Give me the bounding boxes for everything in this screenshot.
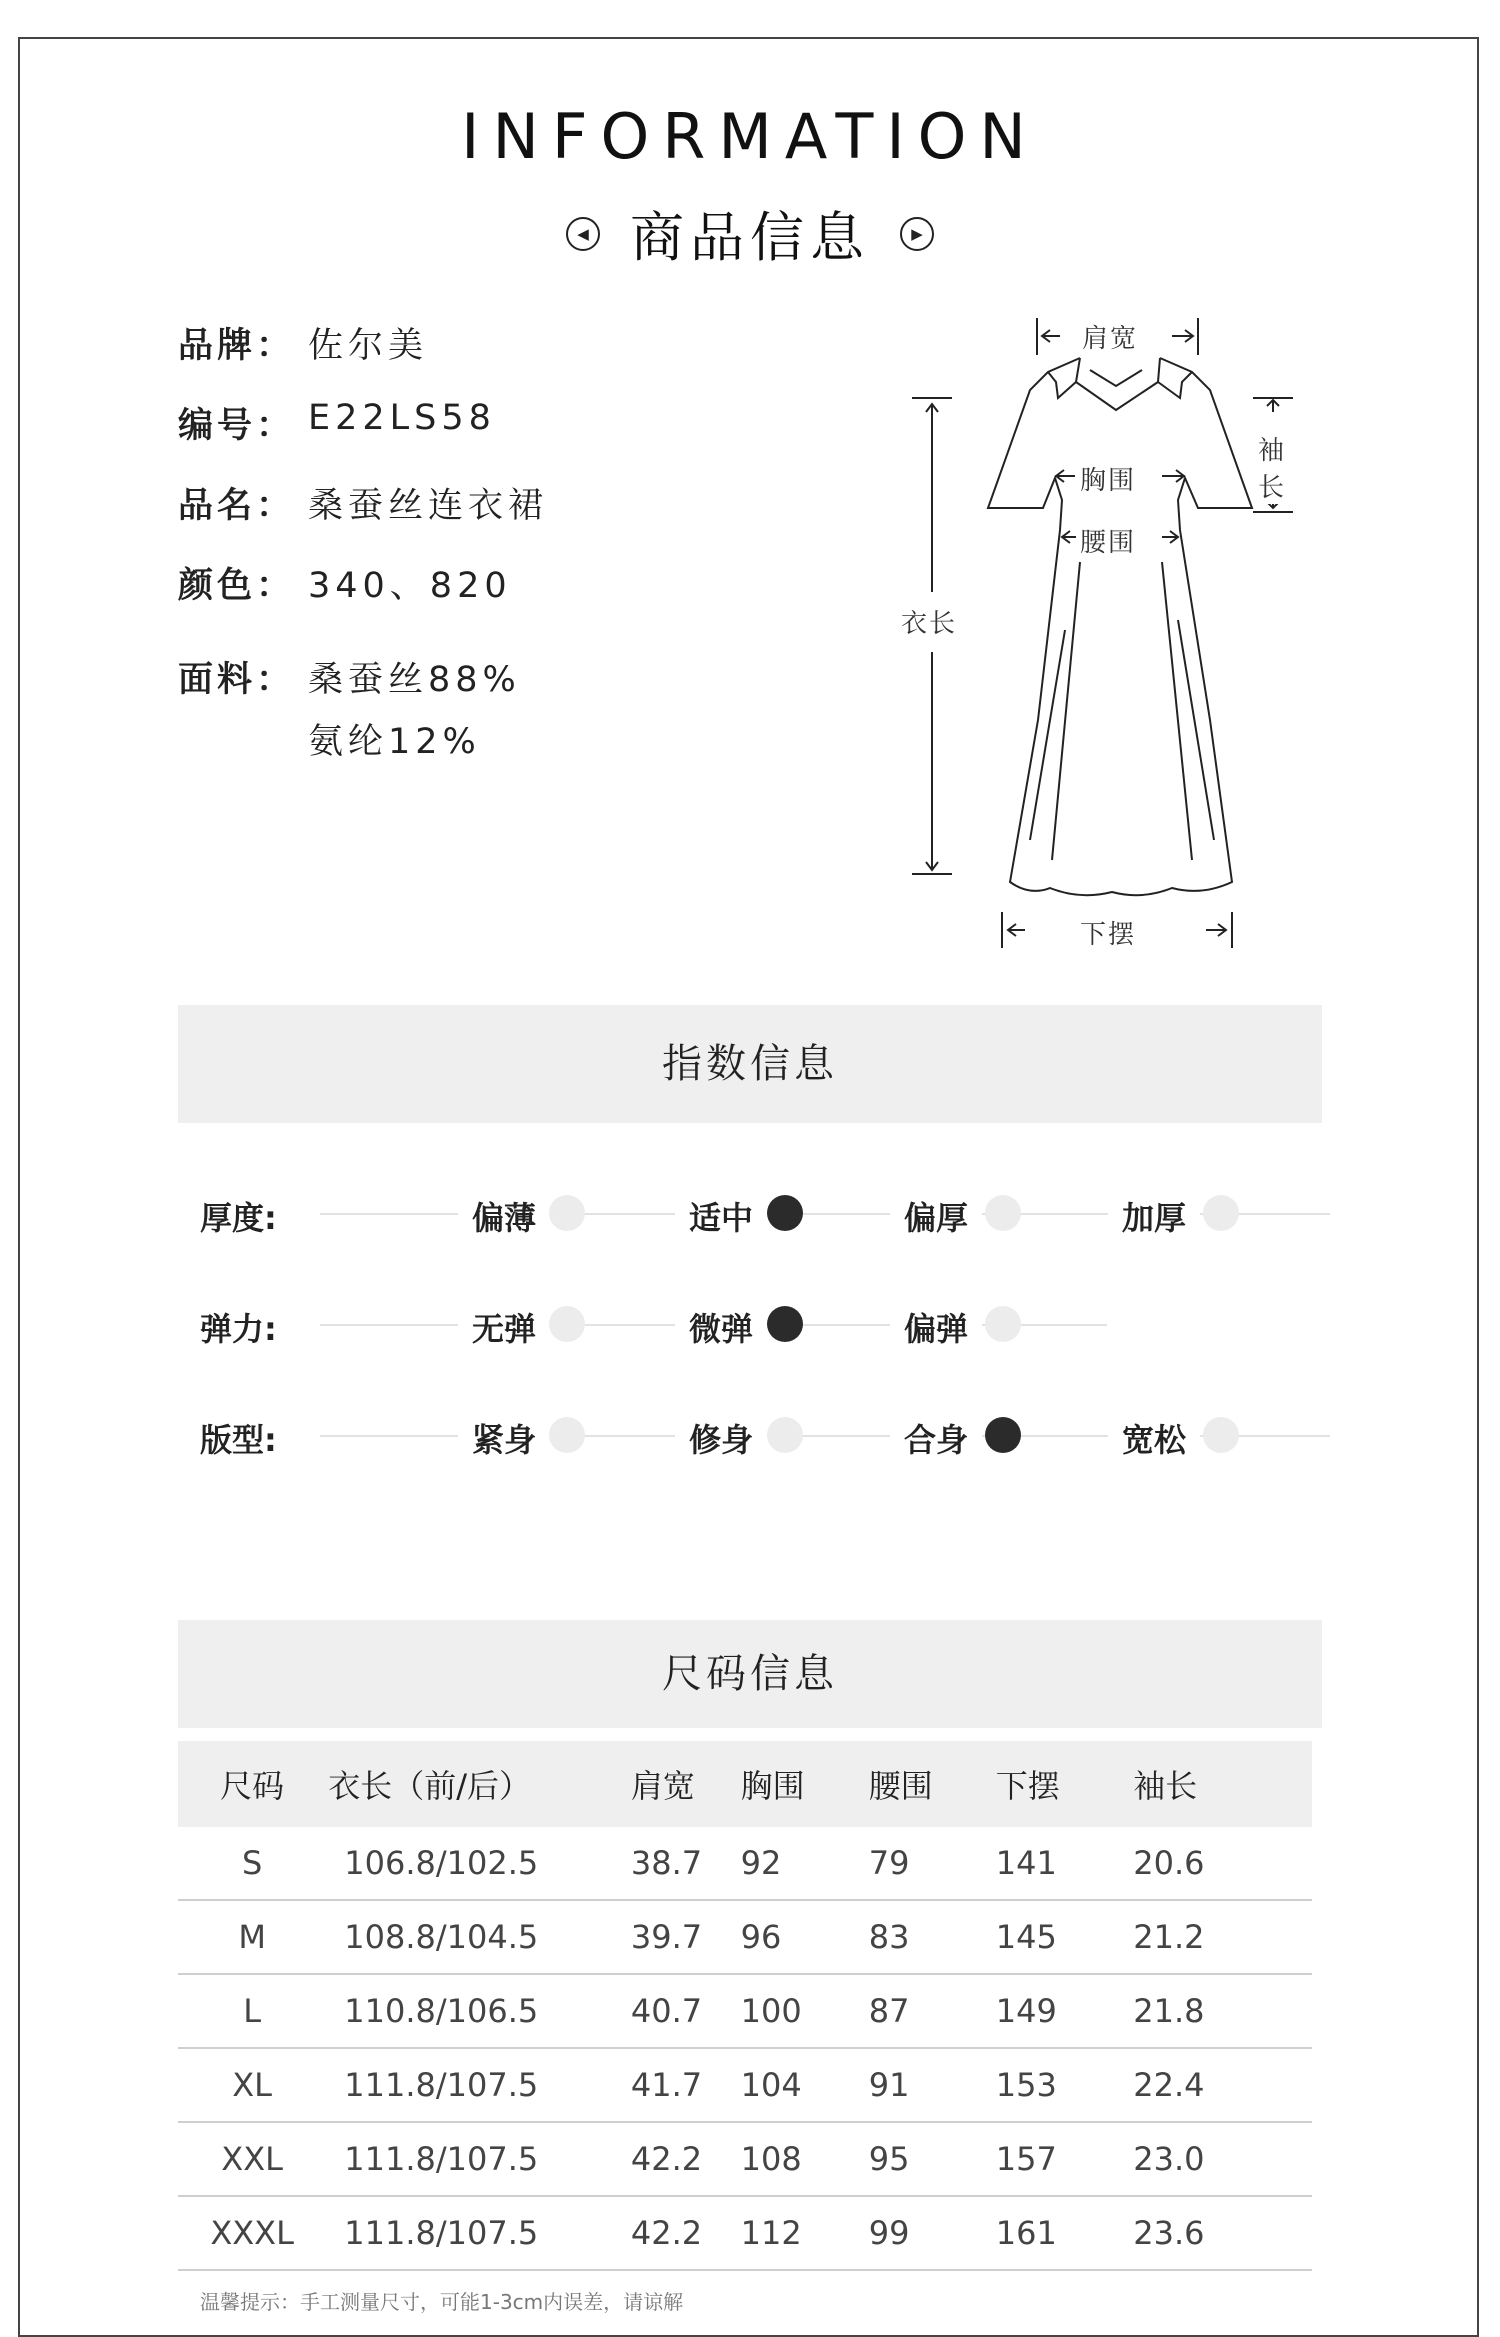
- label-sleeve: 袖长: [1254, 430, 1300, 504]
- table-cell: XXL: [178, 2122, 326, 2196]
- table-cell: 111.8/107.5: [326, 2196, 630, 2270]
- index-section-title: 指数信息: [178, 1005, 1322, 1123]
- table-cell: 111.8/107.5: [326, 2122, 630, 2196]
- table-cell: 21.2: [1132, 1900, 1312, 1974]
- page-title-cn: 商品信息: [630, 206, 870, 269]
- table-cell: 39.7: [630, 1900, 740, 1974]
- table-cell: S: [178, 1827, 326, 1900]
- index-option: 紧身: [458, 1415, 550, 1461]
- info-row-name: [178, 478, 548, 528]
- fabric-line: 桑蚕丝88%: [308, 660, 521, 700]
- table-cell: 108.8/104.5: [326, 1900, 630, 1974]
- table-cell: 145: [995, 1900, 1133, 1974]
- table-cell: 111.8/107.5: [326, 2048, 630, 2122]
- info-row-color: [178, 558, 548, 608]
- index-option: 偏厚: [890, 1193, 982, 1239]
- info-value: 桑蚕丝连衣裙: [308, 486, 549, 526]
- table-cell: 99: [868, 2196, 995, 2270]
- index-dot: [985, 1306, 1021, 1342]
- table-row: [178, 2048, 1312, 2122]
- table-cell: XL: [178, 2048, 326, 2122]
- table-row: [178, 2122, 1312, 2196]
- table-cell: 110.8/106.5: [326, 1974, 630, 2048]
- table-cell: 100: [740, 1974, 868, 2048]
- size-section-title: 尺码信息: [178, 1620, 1322, 1728]
- table-cell: 91: [868, 2048, 995, 2122]
- index-dot: [985, 1195, 1021, 1231]
- info-value: E22LS58: [308, 398, 496, 438]
- col-header: 尺码: [178, 1741, 326, 1827]
- table-cell: 141: [995, 1827, 1133, 1900]
- index-label: 弹力:: [200, 1310, 277, 1348]
- info-row-code: [178, 398, 548, 448]
- size-table: [178, 1741, 1312, 2271]
- label-hem: 下摆: [1076, 914, 1140, 951]
- table-cell: 153: [995, 2048, 1133, 2122]
- measurement-note: 温馨提示：手工测量尺寸，可能1-3cm内误差，请谅解: [200, 2290, 684, 2314]
- label-chest: 胸围: [1076, 460, 1140, 497]
- arrow-left-icon: ◀: [566, 217, 600, 251]
- index-dot-selected: [985, 1417, 1021, 1453]
- dress-measure-diagram: [880, 300, 1300, 960]
- col-header: 衣长（前/后）: [326, 1741, 630, 1827]
- index-dot: [1203, 1417, 1239, 1453]
- table-cell: 112: [740, 2196, 868, 2270]
- table-cell: 20.6: [1132, 1827, 1312, 1900]
- index-dot: [767, 1417, 803, 1453]
- table-cell: 23.0: [1132, 2122, 1312, 2196]
- index-dot: [549, 1195, 585, 1231]
- fabric-lines: [308, 652, 521, 764]
- index-dot: [1203, 1195, 1239, 1231]
- table-cell: XXXL: [178, 2196, 326, 2270]
- info-row-fabric: [178, 652, 548, 764]
- table-cell: 157: [995, 2122, 1133, 2196]
- table-cell: 149: [995, 1974, 1133, 2048]
- index-option: 适中: [675, 1193, 767, 1239]
- index-dot: [549, 1306, 585, 1342]
- info-label: 品名：: [178, 486, 296, 526]
- table-cell: 108: [740, 2122, 868, 2196]
- index-option: 微弹: [675, 1304, 767, 1350]
- table-cell: 96: [740, 1900, 868, 1974]
- index-option: 加厚: [1108, 1193, 1200, 1239]
- table-cell: L: [178, 1974, 326, 2048]
- col-header: 袖长: [1132, 1741, 1312, 1827]
- index-option: 合身: [890, 1415, 982, 1461]
- table-cell: 79: [868, 1827, 995, 1900]
- index-label: 版型:: [200, 1421, 277, 1459]
- page-title-en: INFORMATION: [461, 100, 1039, 173]
- index-option: 偏薄: [458, 1193, 550, 1239]
- info-value: 佐尔美: [308, 326, 429, 366]
- table-row: [178, 1974, 1312, 2048]
- index-dot-selected: [767, 1306, 803, 1342]
- index-dot: [549, 1417, 585, 1453]
- col-header: 胸围: [740, 1741, 868, 1827]
- table-cell: 92: [740, 1827, 868, 1900]
- index-dot-selected: [767, 1195, 803, 1231]
- info-row-brand: [178, 318, 548, 368]
- info-label: 面料：: [178, 660, 296, 700]
- col-header: 肩宽: [630, 1741, 740, 1827]
- index-row-elasticity: [200, 1294, 1330, 1354]
- table-row: [178, 1827, 1312, 1900]
- table-cell: 40.7: [630, 1974, 740, 2048]
- info-label: 品牌：: [178, 326, 296, 366]
- page-title-cn-row: [0, 195, 1500, 272]
- table-cell: 22.4: [1132, 2048, 1312, 2122]
- info-label: 编号：: [178, 406, 296, 446]
- table-cell: 161: [995, 2196, 1133, 2270]
- index-option: 无弹: [458, 1304, 550, 1350]
- table-cell: 38.7: [630, 1827, 740, 1900]
- index-option: 修身: [675, 1415, 767, 1461]
- index-label: 厚度:: [200, 1199, 277, 1237]
- table-row: [178, 1900, 1312, 1974]
- label-length: 衣长: [897, 603, 961, 640]
- table-cell: 42.2: [630, 2122, 740, 2196]
- info-label: 颜色：: [178, 566, 296, 606]
- table-cell: 95: [868, 2122, 995, 2196]
- arrow-right-icon: ▶: [900, 217, 934, 251]
- table-cell: 41.7: [630, 2048, 740, 2122]
- info-value: 340、820: [308, 566, 512, 606]
- table-cell: 104: [740, 2048, 868, 2122]
- col-header: 下摆: [995, 1741, 1133, 1827]
- index-option: 偏弹: [890, 1304, 982, 1350]
- table-cell: 42.2: [630, 2196, 740, 2270]
- table-cell: 87: [868, 1974, 995, 2048]
- table-cell: 21.8: [1132, 1974, 1312, 2048]
- table-cell: 106.8/102.5: [326, 1827, 630, 1900]
- product-info-list: [178, 318, 548, 794]
- label-shoulder: 肩宽: [1078, 318, 1142, 355]
- table-cell: 23.6: [1132, 2196, 1312, 2270]
- col-header: 腰围: [868, 1741, 995, 1827]
- table-cell: M: [178, 1900, 326, 1974]
- index-option: 宽松: [1108, 1415, 1200, 1461]
- index-row-fit: [200, 1405, 1330, 1465]
- index-row-thickness: [200, 1183, 1330, 1243]
- size-table-header: [178, 1741, 1312, 1827]
- label-waist: 腰围: [1076, 522, 1140, 559]
- table-row: [178, 2196, 1312, 2270]
- fabric-line: 氨纶12%: [308, 722, 481, 762]
- table-cell: 83: [868, 1900, 995, 1974]
